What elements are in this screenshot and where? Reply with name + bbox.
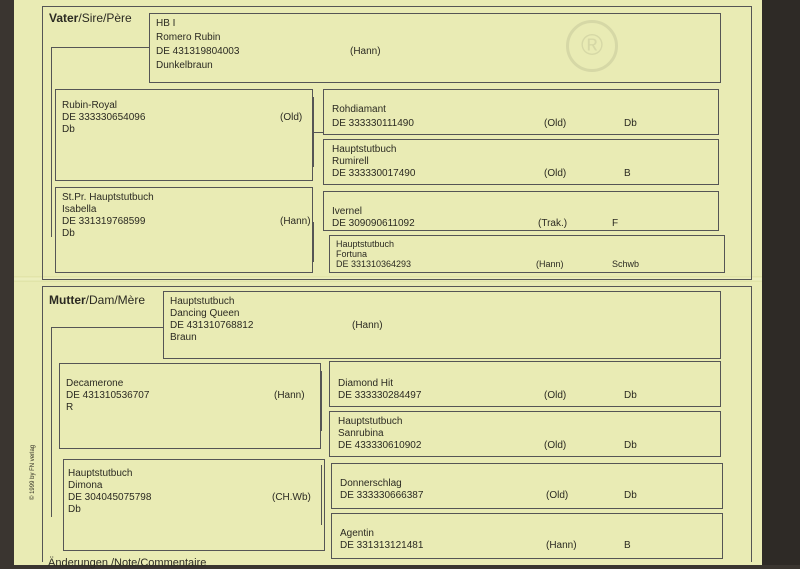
background-edge [762, 0, 800, 565]
dam-gp4-id: DE 331313121481 [340, 540, 424, 551]
sire-gp1-breed: (Old) [544, 118, 567, 129]
sire-gp4-breed: (Hann) [536, 259, 564, 269]
sire-name: Romero Rubin [156, 32, 221, 43]
sire-gp3-color: F [612, 218, 619, 229]
dam-gp2-breed: (Old) [544, 440, 567, 451]
sire-father-id: DE 333330654096 [62, 112, 146, 123]
sire-gp4-name: Fortuna [336, 249, 368, 259]
dam-mother-name: Dimona [68, 480, 103, 491]
dam-gp2-id: DE 433330610902 [338, 440, 422, 451]
dam-gp4-color: B [624, 540, 631, 551]
sire-father-box [55, 89, 313, 181]
dam-gp4-name: Agentin [340, 528, 374, 539]
dam-gp1-color: Db [624, 390, 637, 401]
dam-mother-box [63, 459, 325, 551]
dam-gp3-color: Db [624, 490, 637, 501]
dam-father-color: R [66, 402, 74, 413]
dam-color: Braun [170, 332, 197, 343]
dam-breed: (Hann) [352, 320, 383, 331]
dam-gp4-box [331, 513, 723, 559]
sire-id: DE 431319804003 [156, 46, 240, 57]
dam-main-box [163, 291, 721, 359]
sire-color: Dunkelbraun [156, 60, 213, 71]
dam-gp1-box [329, 361, 721, 407]
sire-gp2-name: Rumirell [332, 156, 369, 167]
sire-gp1-name: Rohdiamant [332, 104, 386, 115]
dam-gp3-box [331, 463, 723, 509]
sire-gp3-box [323, 191, 719, 231]
sire-mother-title: St.Pr. Hauptstutbuch [62, 192, 154, 203]
sire-father-color: Db [62, 124, 75, 135]
dam-mother-title: Hauptstutbuch [68, 468, 133, 479]
dam-gp3-name: Donnerschlag [340, 478, 402, 489]
dam-father-id: DE 431310536707 [66, 390, 150, 401]
sire-gp2-prefix: Hauptstutbuch [332, 144, 397, 155]
sire-gp1-box [323, 89, 719, 135]
sire-gp2-breed: (Old) [544, 168, 567, 179]
sire-mother-box [55, 187, 313, 273]
sire-gp1-id: DE 333330111490 [332, 118, 414, 129]
sire-section [42, 6, 752, 280]
dam-mother-color: Db [68, 504, 81, 515]
dam-father-breed: (Hann) [274, 390, 305, 401]
sire-gp3-breed: (Trak.) [538, 218, 568, 229]
dam-line1: Hauptstutbuch [170, 296, 235, 307]
dam-gp2-box [329, 411, 721, 457]
pedigree-page [14, 0, 762, 569]
sire-gp1-color: Db [624, 118, 637, 129]
sire-gp3-id: DE 309090611092 [332, 218, 415, 229]
sire-main-box [149, 13, 721, 83]
dam-gp1-id: DE 333330284497 [338, 390, 422, 401]
dam-father-name: Decamerone [66, 378, 124, 389]
dam-section-title: Mutter/Dam/Mère [49, 293, 146, 307]
dam-father-box [59, 363, 321, 449]
sire-line1: HB I [156, 18, 176, 29]
copyright-text: © 1999 by FN verlag [30, 444, 36, 500]
sire-father-name: Rubin-Royal [62, 100, 118, 111]
sire-breed: (Hann) [350, 46, 381, 57]
dam-mother-breed: (CH.Wb) [272, 492, 311, 503]
dam-mother-id: DE 304045075798 [68, 492, 152, 503]
dam-gp1-breed: (Old) [544, 390, 567, 401]
sire-gp3-name: Ivernel [332, 206, 363, 217]
sire-mother-id: DE 331319768599 [62, 216, 146, 227]
dam-gp2-color: Db [624, 440, 637, 451]
sire-gp4-color: Schwb [612, 259, 640, 269]
sire-mother-color: Db [62, 228, 75, 239]
dam-gp2-prefix: Hauptstutbuch [338, 416, 403, 427]
sire-gp4-prefix: Hauptstutbuch [336, 239, 395, 249]
sire-mother-breed: (Hann) [280, 216, 311, 227]
sire-gp2-box [323, 139, 719, 185]
dam-gp3-id: DE 333330666387 [340, 490, 424, 501]
dam-gp4-breed: (Hann) [546, 540, 577, 551]
comments-heading: Änderungen /Note/Commentaire [48, 557, 207, 569]
sire-gp4-id: DE 331310364293 [336, 259, 412, 269]
dam-gp3-breed: (Old) [546, 490, 569, 501]
sire-father-breed: (Old) [280, 112, 303, 123]
sire-section-title: Vater/Sire/Père [49, 11, 132, 25]
dam-gp1-name: Diamond Hit [338, 378, 394, 389]
sire-gp2-color: B [624, 168, 631, 179]
dam-section [42, 286, 752, 562]
sire-mother-name: Isabella [62, 204, 97, 215]
sire-gp4-box [329, 235, 725, 273]
dam-id: DE 431310768812 [170, 320, 254, 331]
dam-name: Dancing Queen [170, 308, 240, 319]
registered-trademark-icon: ® [566, 20, 618, 72]
sire-gp2-id: DE 333330017490 [332, 168, 416, 179]
dam-gp2-name: Sanrubina [338, 428, 384, 439]
